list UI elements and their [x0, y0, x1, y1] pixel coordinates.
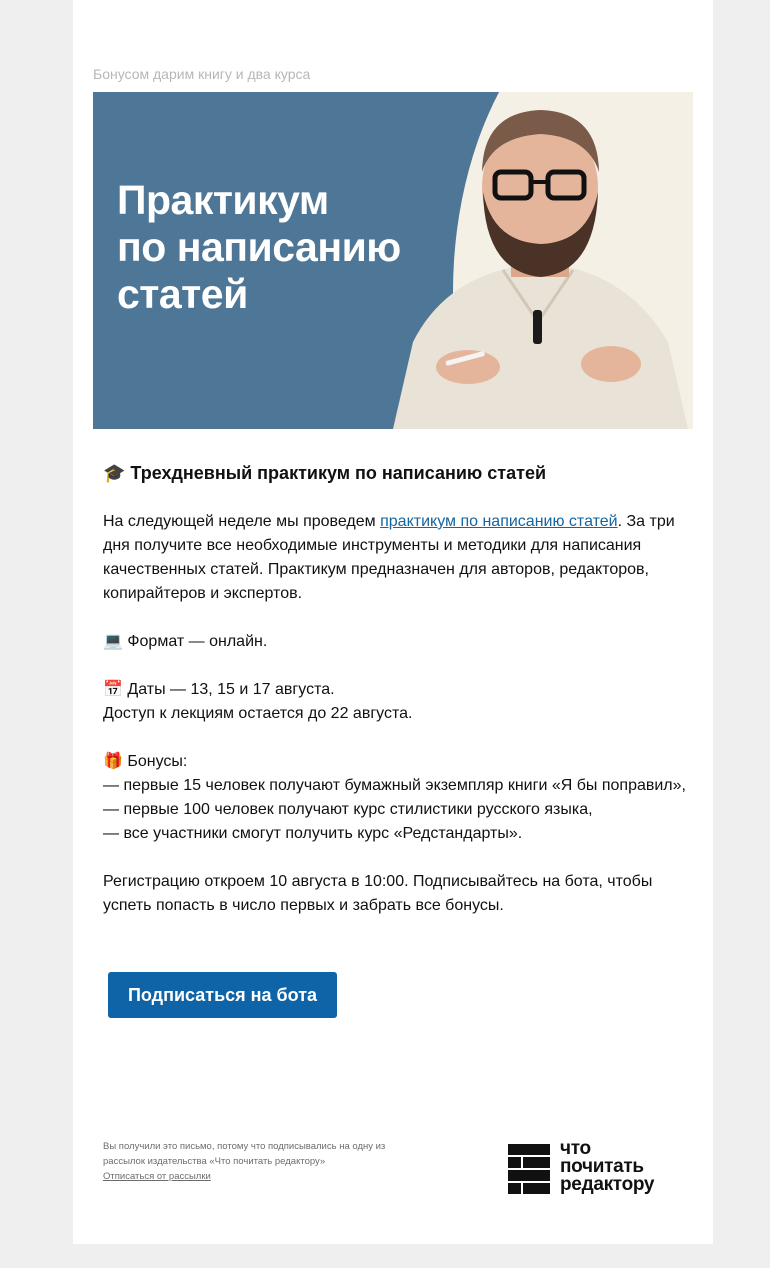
- preheader-text: Бонусом дарим книгу и два курса: [93, 66, 311, 82]
- format-line: 💻 Формат — онлайн.: [103, 633, 268, 650]
- bonuses-title: 🎁 Бонусы:: [103, 753, 188, 770]
- banner-title: Практикум по написанию статей: [117, 177, 401, 317]
- subscribe-bot-button[interactable]: Подписаться на бота: [108, 972, 337, 1018]
- logo-bars-icon: [508, 1144, 552, 1196]
- workshop-link[interactable]: практикум по написанию статей: [380, 513, 618, 530]
- footer-notice: [103, 1139, 403, 1184]
- bonus-item: — все участники смогут получить курс «Редстандарты».: [103, 825, 523, 842]
- publisher-logo[interactable]: [508, 1140, 688, 1196]
- intro-text-after: . За три дня получите все необходимые инструменты и методики для написания качественных статей. Практикум предназначен для авторов, редакторов, копирайтеров и экспертов.: [103, 513, 675, 602]
- dates-block: [103, 678, 688, 726]
- footer-reason-text: Вы получили это письмо, потому что подписывались на одну из рассылок издательства «Что почитать редактору»: [103, 1141, 386, 1167]
- dates-line: 📅 Даты — 13, 15 и 17 августа.: [103, 681, 335, 698]
- logo-wordmark: [560, 1140, 654, 1194]
- logo-line: редактору: [560, 1174, 655, 1195]
- access-line: Доступ к лекциям остается до 22 августа.: [103, 705, 413, 722]
- hero-banner[interactable]: [93, 92, 693, 429]
- email-body: [103, 460, 688, 918]
- bonus-item: — первые 100 человек получают курс стилистики русского языка,: [103, 801, 593, 818]
- registration-paragraph: Регистрацию откроем 10 августа в 10:00. Подписывайтесь на бота, чтобы успеть попасть в число первых и забрать все бонусы.: [103, 873, 653, 914]
- section-heading: 🎓 Трехдневный практикум по написанию статей: [103, 463, 547, 483]
- intro-paragraph: [103, 510, 688, 606]
- unsubscribe-link[interactable]: Отписаться от рассылки: [103, 1171, 211, 1182]
- bonuses-block: [103, 750, 688, 846]
- bonus-item: — первые 15 человек получают бумажный экземпляр книги «Я бы поправил»,: [103, 777, 686, 794]
- intro-text-before: На следующей неделе мы проведем: [103, 513, 381, 530]
- email-card: [73, 0, 713, 1244]
- logo-line: что: [560, 1138, 591, 1159]
- logo-line: почитать: [560, 1156, 644, 1177]
- speaker-photo: [383, 92, 693, 429]
